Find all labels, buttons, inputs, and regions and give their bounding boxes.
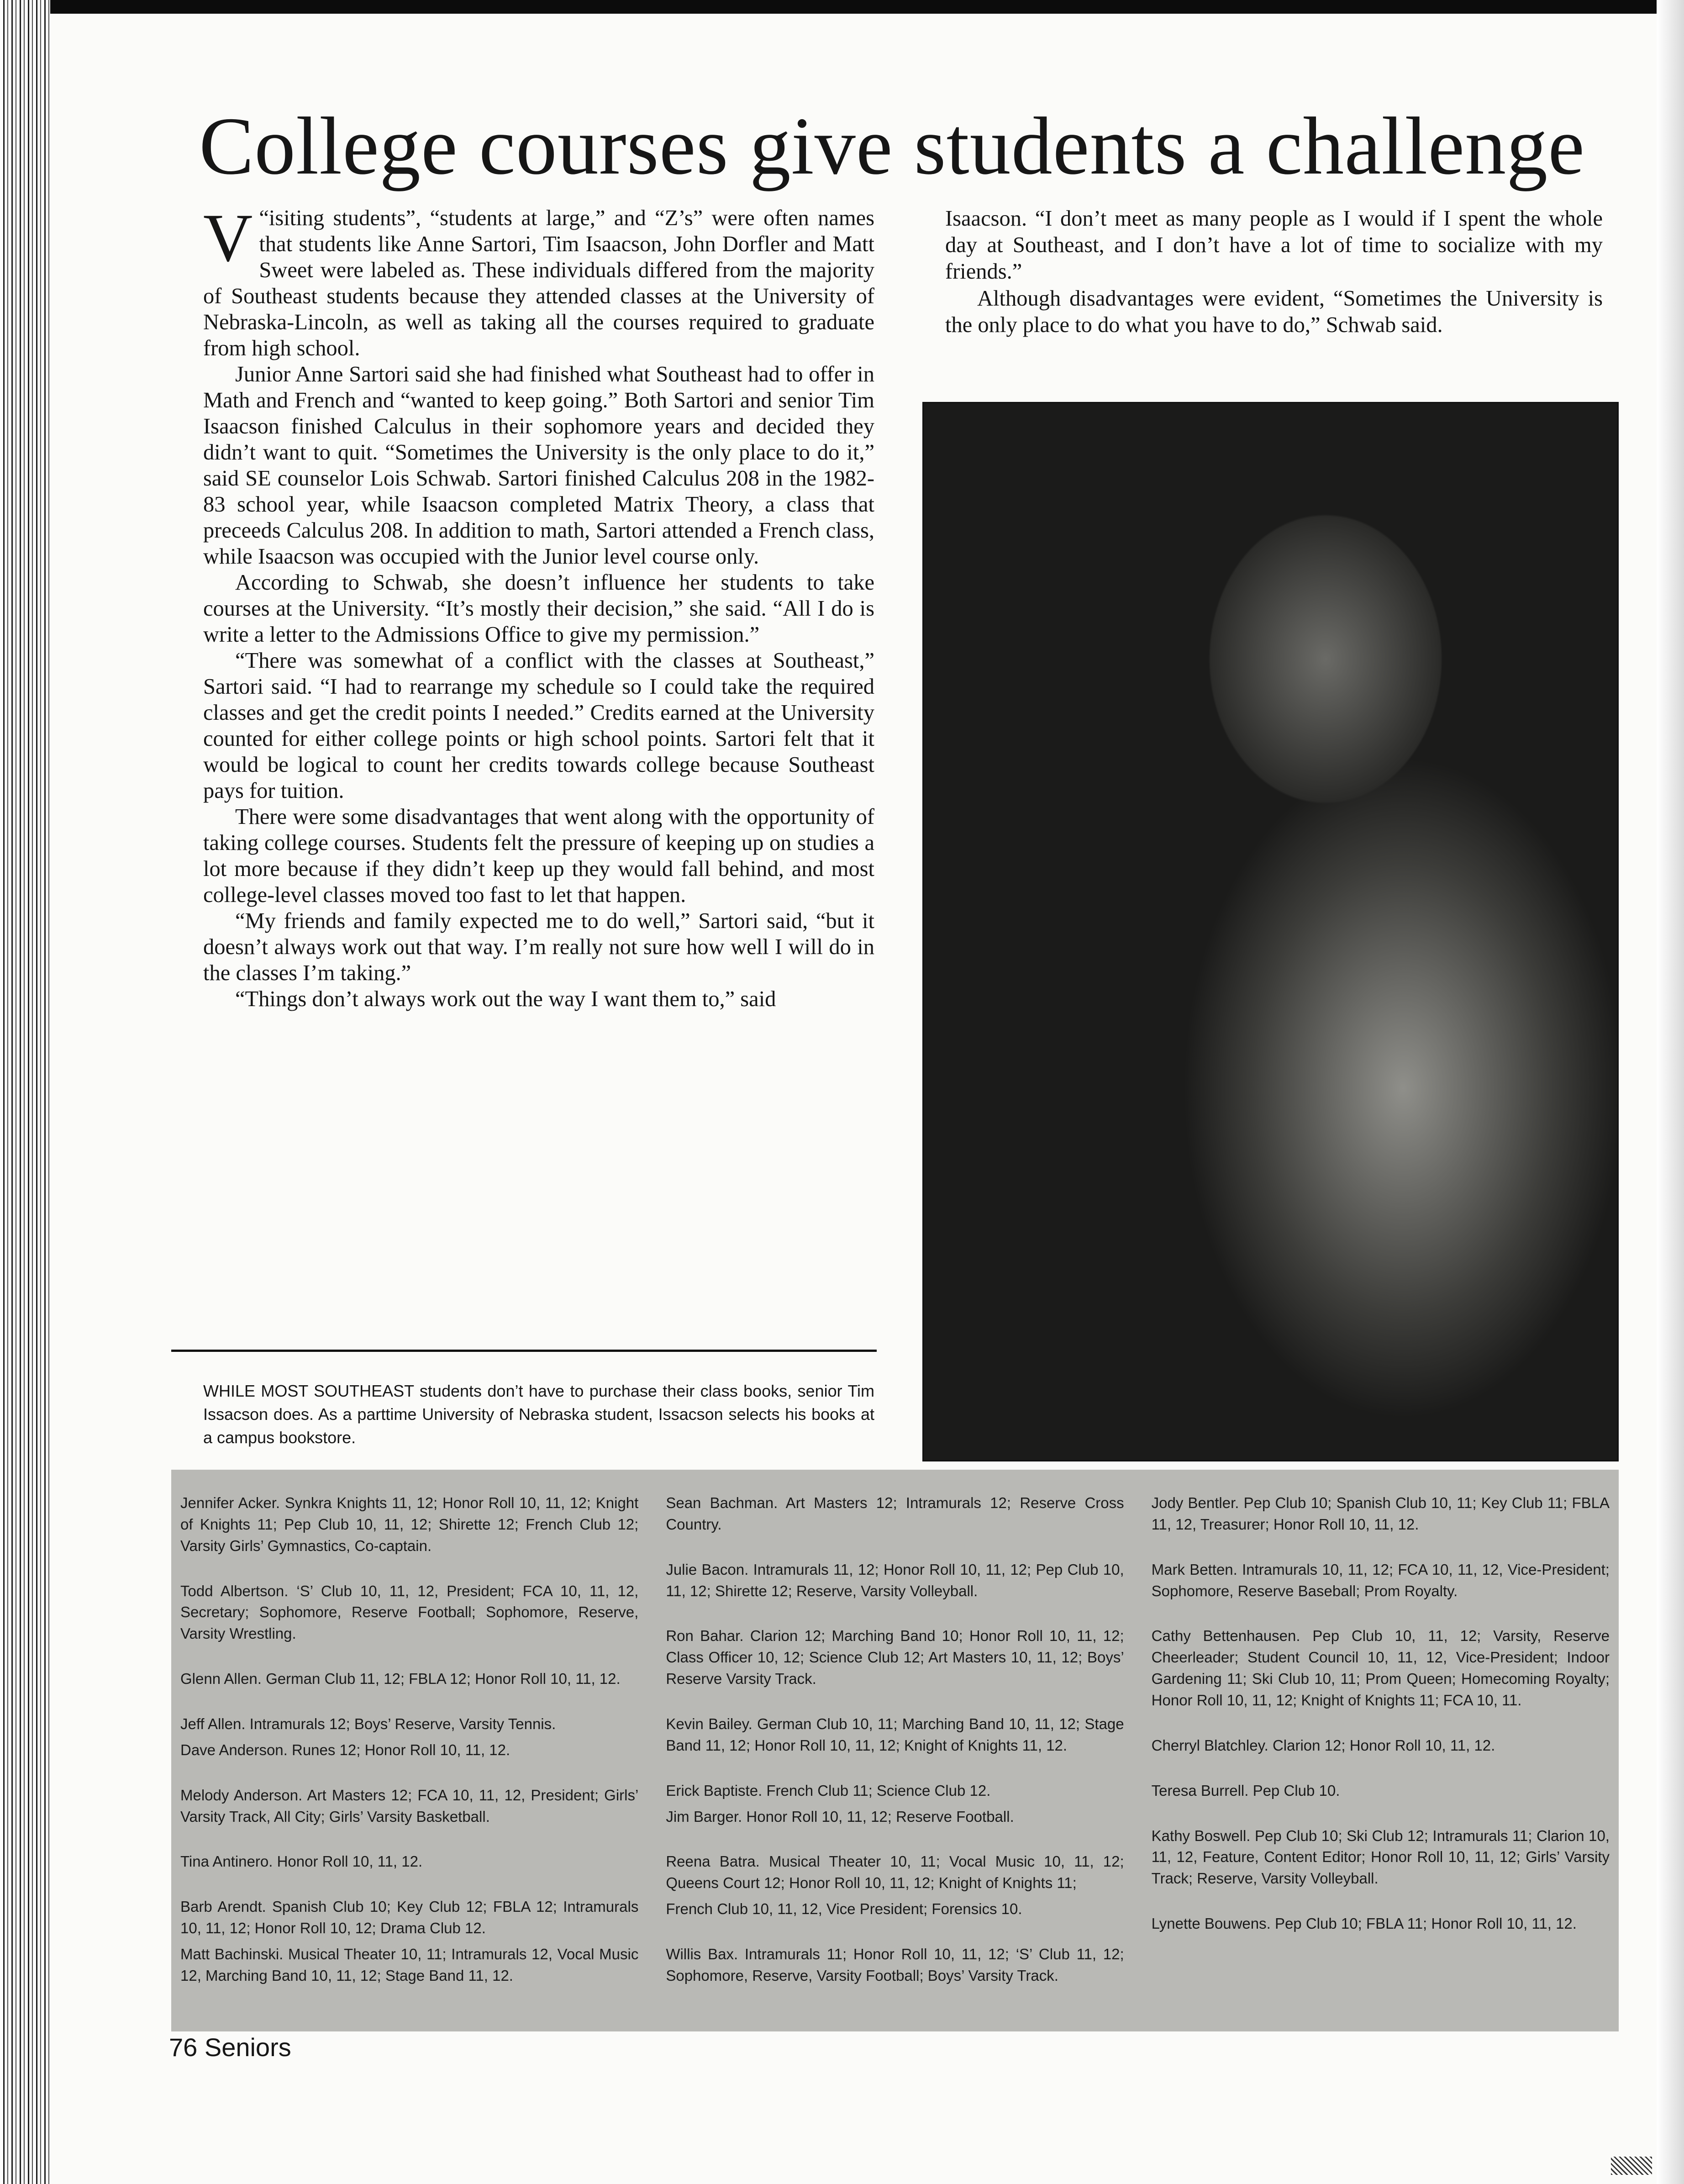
headline: College courses give students a challenge: [199, 100, 1585, 191]
roster-entry: Jim Barger. Honor Roll 10, 11, 12; Reserve Football.: [666, 1808, 1014, 1825]
roster-entry: Todd Albertson. ‘S’ Club 10, 11, 12, President; FCA 10, 11, 12, Secretary; Sophomore, Reserve Football; Sophomore, Reserve, Varsity Wrestling.: [180, 1582, 639, 1642]
roster-entry: Sean Bachman. Art Masters 12; Intramurals 12; Reserve Cross Country.: [666, 1494, 1124, 1533]
article-lead-paragraph: [203, 200, 874, 362]
article-paragraph-3: According to Schwab, she doesn’t influence her students to take courses at the University. “It’s mostly their decision,” she said. “All I do is write a letter to the Admissions Office to give my permission.”: [203, 570, 874, 647]
roster-entry: Teresa Burrell. Pep Club 10.: [1151, 1782, 1340, 1799]
article-left-column: [203, 200, 874, 1013]
roster-entry: Kevin Bailey. German Club 10, 11; Marching Band 10, 11, 12; Stage Band 11, 12; Honor Roll 10, 11, 12; Knight of Knights 11, 12.: [666, 1715, 1124, 1754]
photo-caption: WHILE MOST SOUTHEAST students don’t have to purchase their class books, senior Tim Issacson does. As a parttime University of Nebraska student, Issacson selects his books at a campus bookstore.: [203, 1382, 874, 1447]
article-paragraph-2: Junior Anne Sartori said she had finished what Southeast had to offer in Math and French and “wanted to keep going.” Both Sartori and senior Tim Isaacson finished Calculus in their sophomore years and decided they didn’t want to quit. “Sometimes the University is the only place to do it,” said SE counselor Lois Schwab. Sartori finished Calculus 208 in the 1982-83 school year, while Isaacson completed Matrix Theory, a class that preceeds Calculus 208. In addition to math, Sartori attended a French class, while Isaacson was occupied with the Junior level course only.: [203, 362, 874, 569]
roster-entry: Willis Bax. Intramurals 11; Honor Roll 10, 11, 12; ‘S’ Club 11, 12; Sophomore, Reserve, Varsity Football; Boys’ Varsity Track.: [666, 1946, 1124, 1984]
roster-entry: Jody Bentler. Pep Club 10; Spanish Club 10, 11; Key Club 11; FBLA 11, 12, Treasurer; Honor Roll 10, 11, 12.: [1151, 1494, 1610, 1533]
roster-entry: Tina Antinero. Honor Roll 10, 11, 12.: [180, 1853, 423, 1870]
roster-entry: Barb Arendt. Spanish Club 10; Key Club 12; FBLA 12; Intramurals 10, 11, 12; Honor Roll 10, 12; Drama Club 12.: [180, 1898, 639, 1937]
article-right-column: [945, 206, 1603, 338]
roster-entry: Matt Bachinski. Musical Theater 10, 11; Intramurals 12, Vocal Music 12, Marching Band 10, 11, 12; Stage Band 11, 12.: [180, 1946, 639, 1984]
article-paragraph-7: “Things don’t always work out the way I want them to,” said: [235, 986, 776, 1011]
caption-rule: [171, 1350, 877, 1352]
roster-entry: Dave Anderson. Runes 12; Honor Roll 10, 11, 12.: [180, 1741, 510, 1758]
article-paragraph-5: There were some disadvantages that went along with the opportunity of taking college courses. Students felt the pressure of keeping up on studies a lot more because if they didn’t keep up they would fall behind, and most college-level classes moved too fast to let that happen.: [203, 804, 874, 907]
article-continuation: Isaacson. “I don’t meet as many people as I would if I spent the whole day at Southeast, and I don’t have a lot of time to socialize with my friends.”: [945, 206, 1603, 284]
article-closing-paragraph: Although disadvantages were evident, “Sometimes the University is the only place to do what you have to do,” Schwab said.: [945, 286, 1603, 337]
roster-column-2: [666, 1493, 1124, 2031]
roster-entry: Melody Anderson. Art Masters 12; FCA 10, 11, 12, President; Girls’ Varsity Track, All City; Girls’ Varsity Basketball.: [180, 1786, 639, 1825]
lead-text: isiting students”, “students at large,” and “Z’s” were often names that students like Anne Sartori, Tim Isaacson, John Dorfler and Matt Sweet were labeled as. These individuals differed from the majority of Southeast students because they attended classes at the University of Nebraska-Lincoln, as well as taking all the courses required to graduate from high school.: [203, 206, 874, 360]
page-top-edge: [0, 0, 1684, 14]
roster-column-3: [1152, 1493, 1610, 2031]
roster-entry: Reena Batra. Musical Theater 10, 11; Vocal Music 10, 11, 12; Queens Court 12; Honor Roll 10, 11, 12; Knight of Knights 11;: [666, 1853, 1124, 1892]
student-bookstore-photo: [922, 402, 1619, 1461]
page-right-edge: [1657, 0, 1684, 2184]
roster-entry: Lynette Bouwens. Pep Club 10; FBLA 11; Honor Roll 10, 11, 12.: [1151, 1915, 1577, 1932]
senior-roster: [171, 1470, 1619, 2031]
roster-entry: Cherryl Blatchley. Clarion 12; Honor Roll 10, 11, 12.: [1151, 1736, 1495, 1754]
roster-entry: Jeff Allen. Intramurals 12; Boys’ Reserve, Varsity Tennis.: [180, 1715, 556, 1733]
roster-entry: Julie Bacon. Intramurals 11, 12; Honor Roll 10, 11, 12; Pep Club 10, 11, 12; Shirette 12; Reserve, Varsity Volleyball.: [666, 1561, 1124, 1599]
roster-entry: Ron Bahar. Clarion 12; Marching Band 10; Honor Roll 10, 11, 12; Class Officer 10, 12; Science Club 12; Art Masters 10, 11, 12; Boys’ Reserve Varsity Track.: [666, 1627, 1124, 1688]
drop-cap: V: [203, 200, 253, 276]
roster-entry: Kathy Boswell. Pep Club 10; Ski Club 12; Intramurals 11; Clarion 10, 11, 12, Feature, Content Editor; Honor Roll 10, 11, 12; Girls’ Varsity Track; Reserve, Varsity Volleyball.: [1151, 1827, 1610, 1887]
lead-open-quote: “: [259, 206, 269, 230]
corner-mark: [1611, 2157, 1652, 2175]
article-paragraph-6: “My friends and family expected me to do well,” Sartori said, “but it doesn’t always work out that way. I’m really not sure how well I will do in the classes I’m taking.”: [203, 908, 874, 985]
page-folio: 76 Seniors: [169, 2033, 291, 2062]
roster-entry: Erick Baptiste. French Club 11; Science Club 12.: [666, 1782, 991, 1799]
roster-entry: French Club 10, 11, 12, Vice President; Forensics 10.: [666, 1900, 1022, 1918]
roster-entry: Cathy Bettenhausen. Pep Club 10, 11, 12; Varsity, Reserve Cheerleader; Student Council 10, 11, 12, Vice-President; Indoor Gardening 11; Ski Club 10, 11; Prom Queen; Homecoming Royalty; Honor Roll 10, 11, 12; Knight of Knights 11; FCA 10, 11.: [1151, 1627, 1610, 1709]
roster-entry: Glenn Allen. German Club 11, 12; FBLA 12; Honor Roll 10, 11, 12.: [180, 1670, 621, 1688]
roster-entry: Jennifer Acker. Synkra Knights 11, 12; Honor Roll 10, 11, 12; Knight of Knights 11; Pep Club 10, 11, 12; Shirette 12; French Club 12; Varsity Girls’ Gymnastics, Co-captain.: [180, 1494, 639, 1554]
page-binding: [0, 0, 50, 2184]
roster-entry: Mark Betten. Intramurals 10, 11, 12; FCA 10, 11, 12, Vice-President; Sophomore, Reserve Baseball; Prom Royalty.: [1151, 1561, 1610, 1599]
roster-column-1: [180, 1493, 638, 2031]
article-paragraph-4: “There was somewhat of a conflict with the classes at Southeast,” Sartori said. “I had to rearrange my schedule so I could take the required classes and get the credit points I needed.” Credits earned at the University counted for either college points or high school points. Sartori felt that it would be logical to count her credits towards college because Southeast pays for tuition.: [203, 648, 874, 803]
